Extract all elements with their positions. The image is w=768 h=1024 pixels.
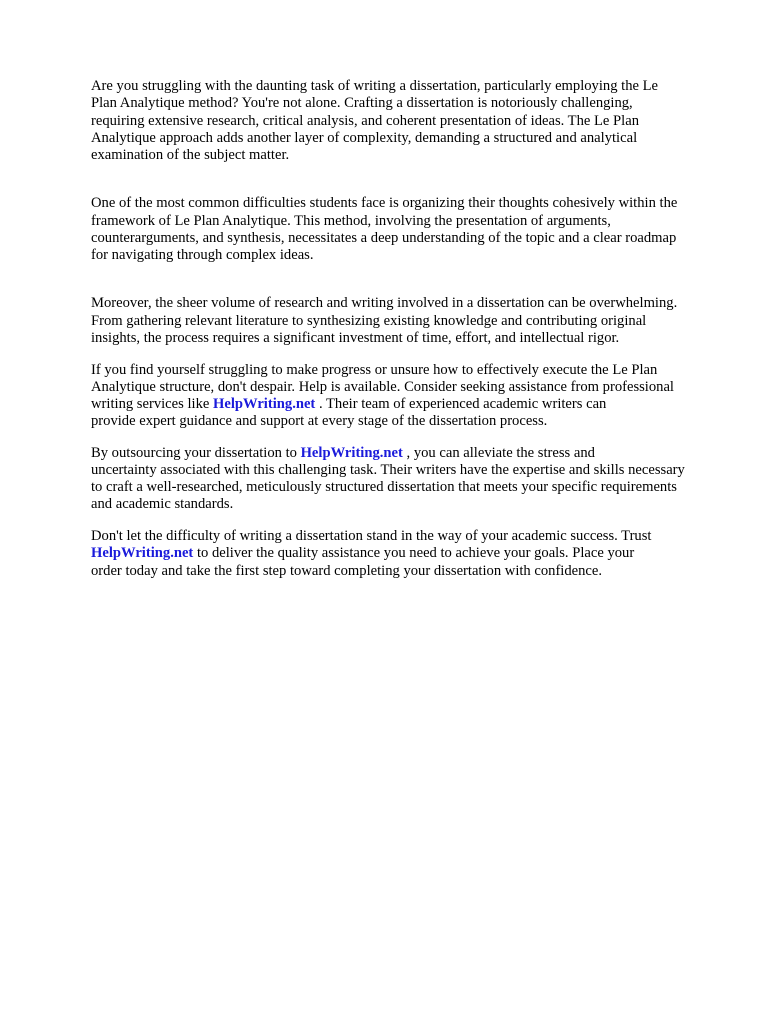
paragraph-text: Moreover, the sheer volume of research and writing involved in a dissertation can be overwhelming. From gathering relevant literature to synthesizing existing knowledge and contributing original insights, the process requires a significant investment of time, effort, and intellectual rigor. xyxy=(91,295,678,346)
helpwriting-link[interactable]: HelpWriting.net xyxy=(213,395,316,412)
paragraph xyxy=(91,362,731,431)
paragraph-text: , you can alleviate the stress and uncertainty associated with this challenging task. Their writers have the expertise and skills necessary to craft a well-researched, meticulously structured dissertation that meets your specific requirements and academic standards. xyxy=(91,444,685,513)
helpwriting-link[interactable]: HelpWriting.net xyxy=(300,444,403,461)
paragraph-text: Don't let the difficulty of writing a dissertation stand in the way of your academic success. Trust xyxy=(91,528,652,545)
paragraph-text: Are you struggling with the daunting task of writing a dissertation, particularly employing the Le Plan Analytique method? You're not alone. Crafting a dissertation is notoriously challenging, requiring extensive research, critical analysis, and coherent presentation of ideas. The Le Plan Analytique approach adds another layer of complexity, demanding a structured and analytical examination of the subject matter. xyxy=(91,78,659,164)
paragraph xyxy=(91,278,731,347)
paragraph xyxy=(91,61,731,164)
helpwriting-link[interactable]: HelpWriting.net xyxy=(91,545,194,562)
paragraph xyxy=(91,528,731,580)
paragraph xyxy=(91,178,731,264)
paragraph-text: to deliver the quality assistance you need to achieve your goals. Place your order today and take the first step toward completing your dissertation with confidence. xyxy=(91,545,635,579)
paragraph-text: One of the most common difficulties students face is organizing their thoughts cohesively within the framework of Le Plan Analytique. This method, involving the presentation of arguments, counterarguments, and synthesis, necessitates a deep understanding of the topic and a clear roadmap for navigating through complex ideas. xyxy=(91,195,678,264)
paragraph-text: If you find yourself struggling to make progress or unsure how to effectively execute the Le Plan Analytique structure, don't despair. Help is available. Consider seeking assistance from professional writing services like xyxy=(91,361,674,412)
document-body xyxy=(91,61,731,594)
paragraph-text: . Their team of experienced academic writers can provide expert guidance and support at every stage of the dissertation process. xyxy=(91,395,607,430)
paragraph xyxy=(91,445,731,514)
paragraph-text: By outsourcing your dissertation to xyxy=(91,444,301,461)
